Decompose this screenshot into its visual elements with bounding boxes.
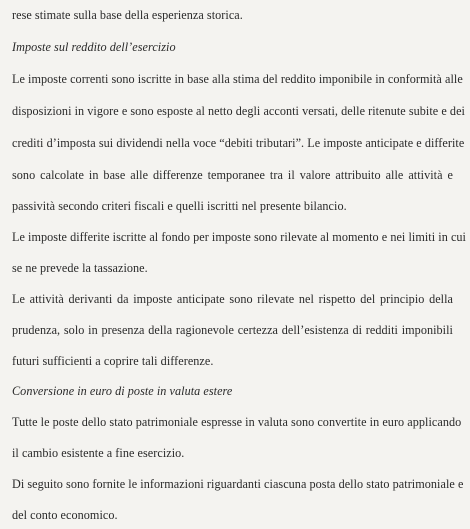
- text-line: prudenza, solo in presenza della ragionevole certezza dell’esistenza di redditi imponibili: [12, 323, 453, 337]
- section-heading-income-taxes: Imposte sul reddito dell’esercizio: [12, 40, 176, 54]
- text-line: futuri sufficienti a coprire tali differenze.: [12, 354, 214, 368]
- text-line: Le attività derivanti da imposte anticipate sono rilevate nel rispetto del principio della: [12, 292, 453, 306]
- text-line: del conto economico.: [12, 508, 118, 522]
- text-line: rese stimate sulla base della esperienza storica.: [12, 8, 243, 22]
- text-line: crediti d’imposta sui dividendi nella voce “debiti tributari”. Le imposte anticipate e differite: [12, 136, 465, 150]
- text-line: Tutte le poste dello stato patrimoniale espresse in valuta sono convertite in euro applicando: [12, 415, 462, 429]
- text-line: disposizioni in vigore e sono esposte al netto degli acconti versati, delle ritenute subite e dei: [12, 104, 465, 118]
- text-line: Di seguito sono fornite le informazioni riguardanti ciascuna posta dello stato patrimoniale e: [12, 477, 464, 491]
- text-line: Le imposte correnti sono iscritte in base alla stima del reddito imponibile in conformità alle: [12, 72, 463, 86]
- text-line: il cambio esistente a fine esercizio.: [12, 446, 185, 460]
- text-line: passività secondo criteri fiscali e quelli iscritti nel presente bilancio.: [12, 199, 347, 213]
- section-heading-currency-conversion: Conversione in euro di poste in valuta estere: [12, 384, 233, 398]
- text-line: Le imposte differite iscritte al fondo per imposte sono rilevate al momento e nei limiti in cui: [12, 230, 466, 244]
- text-line: sono calcolate in base alle differenze temporanee tra il valore attribuito alle attività e: [12, 168, 453, 182]
- text-line: se ne prevede la tassazione.: [12, 261, 148, 275]
